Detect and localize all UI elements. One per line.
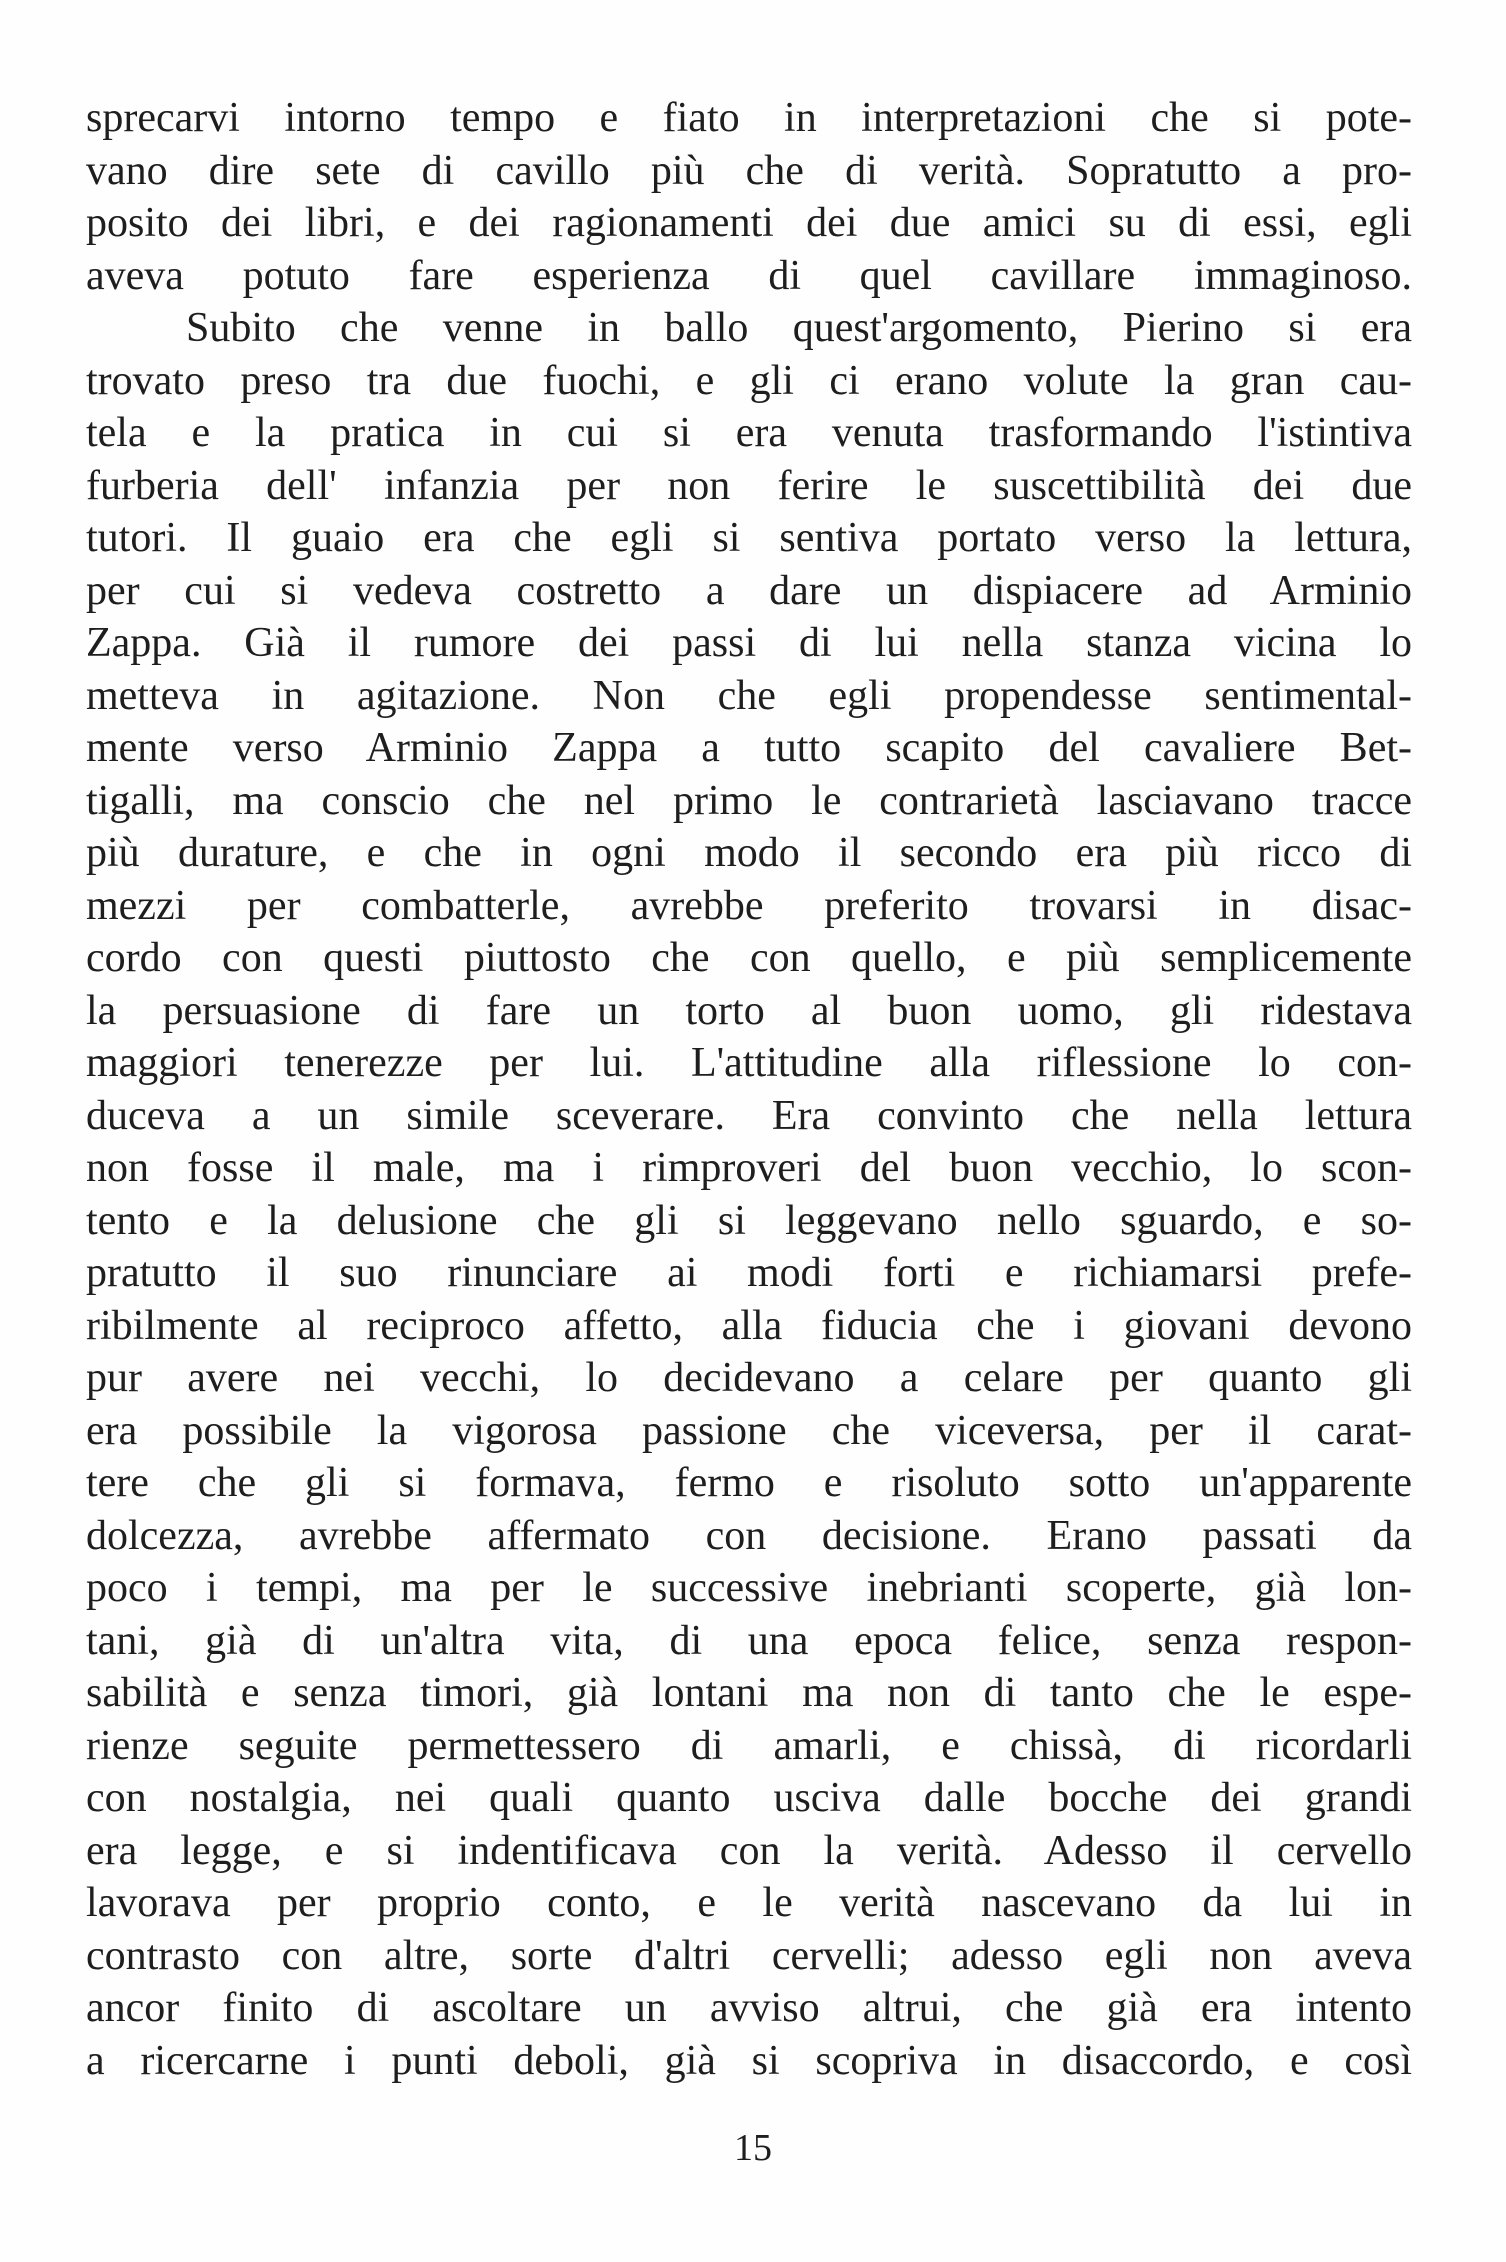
text-line: vano dire sete di cavillo più che di verità. Sopratutto a pro- — [86, 147, 1412, 194]
text-line: dolcezza, avrebbe affermato con decisione. Erano passati da — [86, 1512, 1412, 1559]
text-line: contrasto con altre, sorte d'altri cervelli; adesso egli non aveva — [86, 1932, 1412, 1979]
text-line: Subito che venne in ballo quest'argomento, Pierino si era — [186, 305, 1412, 351]
text-line: maggiori tenerezze per lui. L'attitudine alla riflessione lo con- — [86, 1040, 1412, 1086]
text-line: rienze seguite permettessero di amarli, e chissà, di ricordarli — [86, 1722, 1412, 1769]
page-number: 15 — [734, 2127, 772, 2169]
text-line: lavorava per proprio conto, e le verità nascevano da lui in — [86, 1880, 1412, 1926]
text-line: sabilità e senza timori, già lontani ma non di tanto che le espe- — [86, 1670, 1412, 1716]
text-line: era possibile la vigorosa passione che viceversa, per il carat- — [86, 1407, 1412, 1454]
text-line: non fosse il male, ma i rimproveri del buon vecchio, lo scon- — [86, 1145, 1412, 1191]
text-line: metteva in agitazione. Non che egli propendesse sentimental- — [86, 672, 1412, 719]
text-line: tere che gli si formava, fermo e risoluto sotto un'apparente — [86, 1460, 1412, 1506]
text-line: ancor finito di ascoltare un avviso altrui, che già era intento — [86, 1985, 1412, 2031]
text-line: aveva potuto fare esperienza di quel cavillare immaginoso. — [86, 252, 1412, 299]
text-line: mezzi per combatterle, avrebbe preferito trovarsi in disac- — [86, 882, 1412, 929]
text-line: con nostalgia, nei quali quanto usciva dalle bocche dei grandi — [86, 1775, 1412, 1821]
text-line: mente verso Arminio Zappa a tutto scapito del cavaliere Bet- — [86, 725, 1412, 771]
text-line: tento e la delusione che gli si leggevano nello sguardo, e so- — [86, 1197, 1412, 1244]
text-line: tani, già di un'altra vita, di una epoca felice, senza respon- — [86, 1617, 1412, 1664]
text-line: Zappa. Già il rumore dei passi di lui nella stanza vicina lo — [86, 620, 1412, 666]
text-line: tigalli, ma conscio che nel primo le contrarietà lasciavano tracce — [86, 777, 1412, 824]
text-line: ribilmente al reciproco affetto, alla fiducia che i giovani devono — [86, 1302, 1412, 1349]
text-line: pur avere nei vecchi, lo decidevano a celare per quanto gli — [86, 1355, 1412, 1401]
text-line: tutori. Il guaio era che egli si sentiva portato verso la lettura, — [86, 515, 1412, 561]
text-line: furberia dell' infanzia per non ferire le suscettibilità dei due — [86, 462, 1412, 509]
text-line: era legge, e si indentificava con la verità. Adesso il cervello — [86, 1827, 1412, 1874]
text-line: sprecarvi intorno tempo e fiato in interpretazioni che si pote- — [86, 95, 1412, 141]
text-line: la persuasione di fare un torto al buon uomo, gli ridestava — [86, 987, 1412, 1034]
text-line: pratutto il suo rinunciare ai modi forti e richiamarsi prefe- — [86, 1250, 1412, 1296]
text-line: a ricercarne i punti deboli, già si scopriva in disaccordo, e così — [86, 2037, 1412, 2084]
text-line: per cui si vedeva costretto a dare un dispiacere ad Arminio — [86, 567, 1412, 614]
body-text — [86, 92, 1412, 2087]
text-line: trovato preso tra due fuochi, e gli ci erano volute la gran cau- — [86, 357, 1412, 404]
text-line: posito dei libri, e dei ragionamenti dei due amici su di essi, egli — [86, 200, 1412, 246]
text-line: duceva a un simile sceverare. Era convinto che nella lettura — [86, 1092, 1412, 1139]
text-line: più durature, e che in ogni modo il secondo era più ricco di — [86, 830, 1412, 876]
text-line: poco i tempi, ma per le successive inebrianti scoperte, già lon- — [86, 1565, 1412, 1611]
text-line: cordo con questi piuttosto che con quello, e più semplicemente — [86, 935, 1412, 981]
text-line: tela e la pratica in cui si era venuta trasformando l'istintiva — [86, 410, 1412, 456]
